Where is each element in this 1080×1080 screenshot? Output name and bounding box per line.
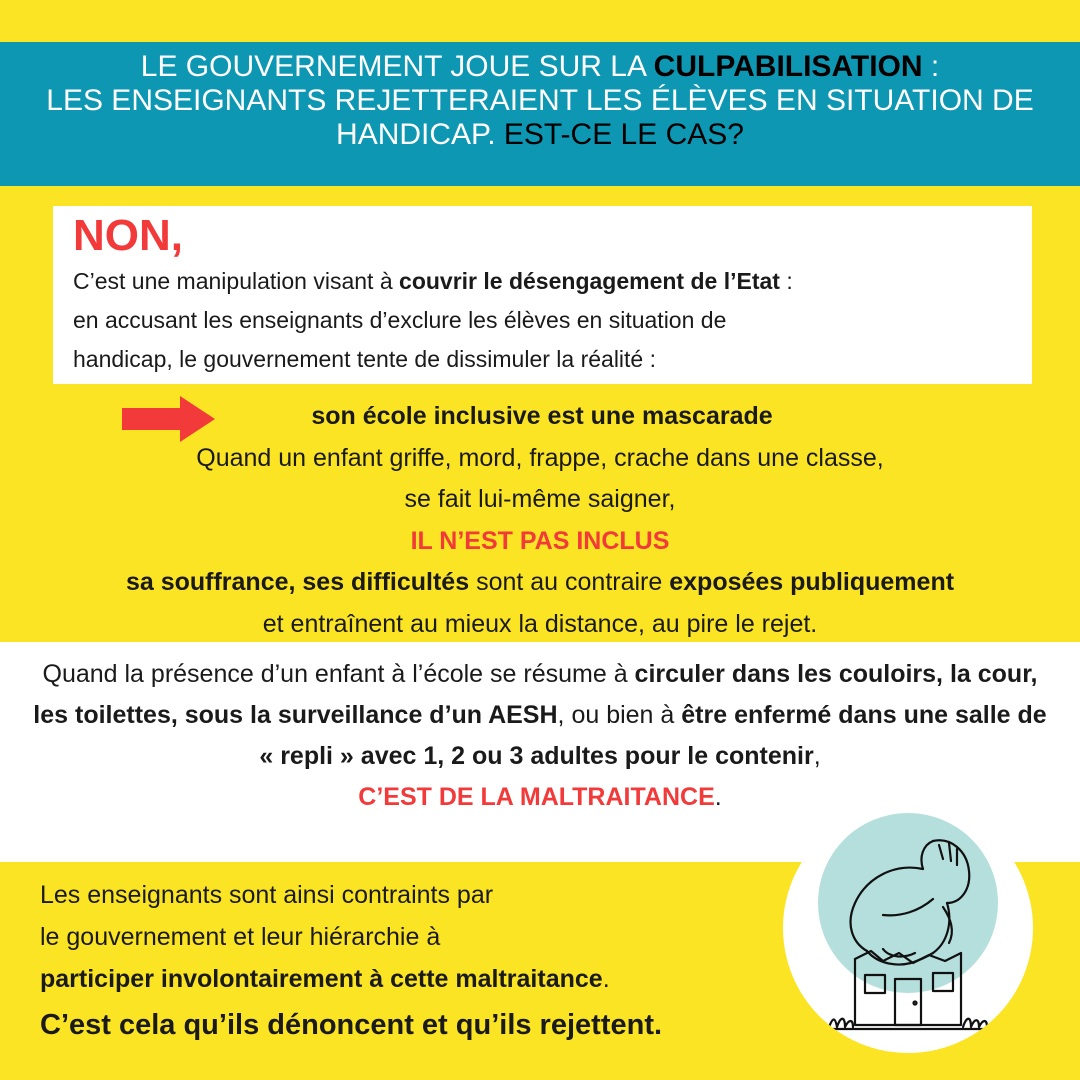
maltraitance-statement: C’EST DE LA MALTRAITANCE. [358, 783, 722, 811]
inclusive-line-5: et entraînent au mieux la distance, au pire le rejet. [262, 609, 818, 638]
inclusive-line-1: Quand un enfant griffe, mord, frappe, crache dans une classe, [196, 443, 884, 472]
answer-line-2: en accusant les enseignants d’exclure les élèves en situation de [73, 307, 727, 333]
header-line-3: HANDICAP. EST-CE LE CAS? [336, 118, 744, 151]
answer-line-1: C’est une manipulation visant à couvrir le désengagement de l’Etat : [73, 268, 793, 294]
culpabilisation-word: CULPABILISATION [653, 50, 923, 83]
answer-line-3: handicap, le gouvernement tente de dissimuler la réalité : [73, 346, 657, 372]
inclusive-section [0, 396, 1080, 645]
not-included-statement: IL N’EST PAS INCLUS [410, 526, 670, 555]
answer-box [53, 206, 1032, 384]
header-line-1: LE GOUVERNEMENT JOUE SUR LA CULPABILISATION : [140, 50, 940, 83]
conclusion-line-1: Les enseignants sont ainsi contraints par [40, 881, 494, 909]
illustration-drawing [783, 803, 1033, 1053]
inclusive-headline: son école inclusive est une mascarade [311, 402, 773, 430]
conclusion-line-4: C’est cela qu’ils dénoncent et qu’ils rejettent. [40, 1009, 663, 1041]
conclusion-line-3: participer involontairement à cette maltraitance. [40, 965, 610, 993]
conclusion-section [40, 874, 800, 1050]
crouching-child-illustration [783, 803, 1033, 1053]
header-banner [0, 42, 1080, 186]
header-line-2: LES ENSEIGNANTS REJETTERAIENT LES ÉLÈVES EN SITUATION DE [46, 84, 1034, 117]
inclusive-line-4: sa souffrance, ses difficultés sont au contraire exposées publiquement [125, 568, 955, 596]
conclusion-line-2: le gouvernement et leur hiérarchie à [40, 923, 441, 951]
presence-paragraph: Quand la présence d’un enfant à l’école se résume à circuler dans les couloirs, la cour, les toilettes, sous la surveillance d’un AESH, ou bien à être enfermé dans une salle de « repli » avec 1, 2 ou 3 adultes pour le contenir, [33, 660, 1047, 770]
inclusive-line-2: se fait lui-même saigner, [404, 485, 676, 513]
answer-title: NON, [73, 211, 183, 260]
